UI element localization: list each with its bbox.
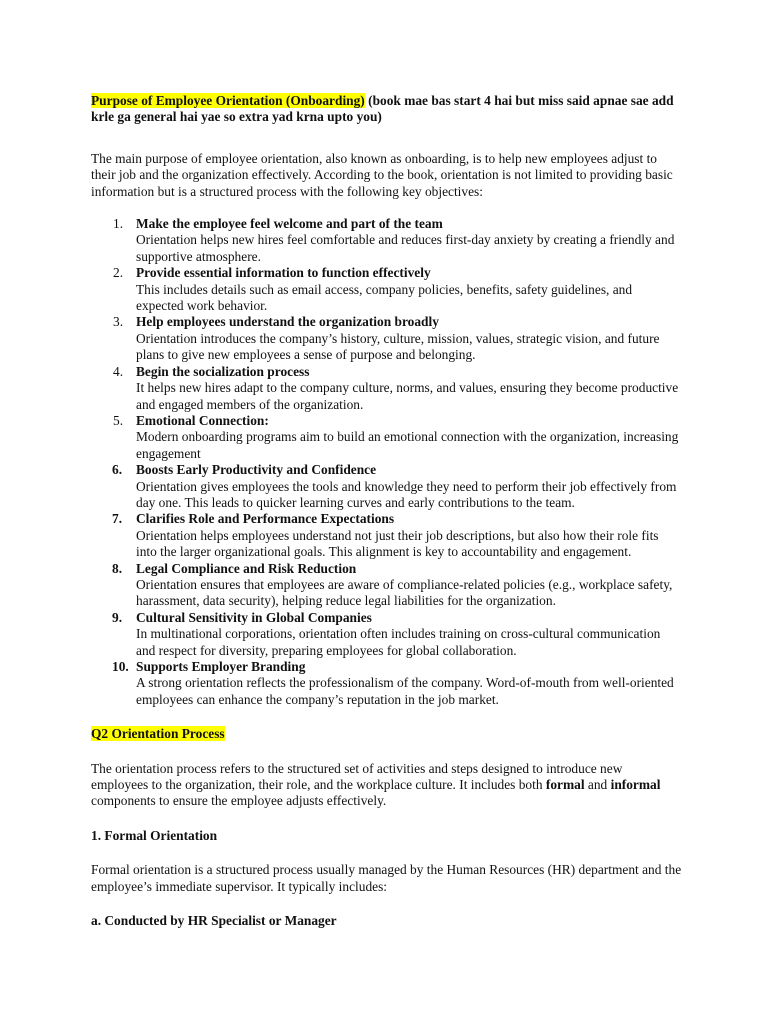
item-description: In multinational corporations, orientation often includes training on cross-cultural communication and respect for diversity, preparing employees for global collaboration.	[136, 626, 661, 658]
q2-formal-term: formal	[545, 777, 585, 793]
q2-heading	[91, 726, 682, 742]
list-item	[91, 314, 682, 363]
item-title: Clarifies Role and Performance Expectations	[136, 511, 395, 527]
item-description: Orientation helps new hires feel comfortable and reduces first-day anxiety by creating a friendly and supportive atmosphere.	[136, 232, 675, 264]
item-description: This includes details such as email access, company policies, benefits, safety guidelines, and expected work behavior.	[136, 281, 633, 314]
heading-highlighted: Purpose of Employee Orientation (Onboarding)	[91, 93, 365, 108]
list-item	[91, 462, 682, 511]
item-description: Orientation gives employees the tools and knowledge they need to perform their job effectively from day one. This leads to quicker learning curves and early contributions to the team.	[136, 478, 677, 510]
item-title: Begin the socialization process	[136, 363, 310, 379]
item-number: 3.	[113, 314, 124, 330]
heading-note: (book mae bas start 4 hai but miss said apnae sae add krle ga general hai yae so extra yad krna upto you)	[91, 93, 674, 125]
main-heading	[91, 93, 682, 126]
item-number: 4.	[113, 363, 124, 379]
q2-heading-text: Q2 Orientation Process	[91, 726, 225, 742]
objectives-list	[91, 216, 682, 708]
item-description: Orientation ensures that employees are aware of compliance-related policies (e.g., workplace safety, harassment, data security), helping reduce legal liabilities for the organization.	[136, 576, 673, 609]
item-title: Cultural Sensitivity in Global Companies	[136, 609, 372, 625]
list-item	[91, 561, 682, 610]
item-number: 9.	[112, 609, 123, 625]
item-description: Orientation introduces the company’s history, culture, mission, values, strategic vision, and future plans to give new employees a sense of purpose and belonging.	[136, 330, 660, 363]
list-item	[91, 216, 682, 265]
list-item	[91, 659, 682, 708]
item-number: 1.	[113, 216, 124, 232]
item-title: Legal Compliance and Risk Reduction	[136, 560, 357, 576]
list-item	[91, 511, 682, 560]
q2-para-end: components to ensure the employee adjusts effectively.	[91, 793, 387, 809]
formal-subheading: a. Conducted by HR Specialist or Manager	[91, 913, 337, 929]
item-number: 2.	[113, 265, 124, 281]
item-description: Modern onboarding programs aim to build an emotional connection with the organization, increasing engagement	[136, 429, 679, 461]
item-number: 5.	[113, 412, 124, 428]
intro-paragraph: The main purpose of employee orientation, also known as onboarding, is to help new employees adjust to their job and the organization effectively. According to the book, orientation is not limited to providing basic information but is a structured process with the following key objectives:	[91, 150, 673, 199]
item-title: Boosts Early Productivity and Confidence	[136, 462, 377, 478]
item-title: Emotional Connection:	[136, 412, 269, 428]
item-number: 7.	[112, 511, 123, 527]
q2-para-start: The orientation process refers to the structured set of activities and steps designed to introduce new employees to the organization, their role, and the workplace culture. It includes both	[91, 760, 623, 793]
list-item	[91, 413, 682, 462]
item-title: Provide essential information to function effectively	[136, 265, 431, 281]
item-title: Make the employee feel welcome and part of the team	[136, 216, 443, 232]
list-item	[91, 265, 682, 314]
item-description: A strong orientation reflects the professionalism of the company. Word-of-mouth from well-oriented employees can enhance the company’s reputation in the job market.	[136, 675, 674, 707]
formal-orientation-paragraph: Formal orientation is a structured process usually managed by the Human Resources (HR) department and the employee’s immediate supervisor. It typically includes:	[91, 862, 682, 894]
q2-paragraph	[91, 761, 682, 810]
formal-orientation-heading: 1. Formal Orientation	[91, 827, 218, 843]
list-item	[91, 610, 682, 659]
list-item	[91, 364, 682, 413]
item-description: Orientation helps employees understand not just their job descriptions, but also how their role fits into the larger organizational goals. This alignment is key to accountability and engagement.	[136, 527, 659, 560]
q2-and: and	[584, 777, 611, 793]
item-number: 10.	[112, 659, 129, 674]
item-title: Supports Employer Branding	[136, 659, 306, 674]
item-number: 8.	[112, 560, 123, 576]
item-number: 6.	[112, 462, 123, 478]
item-title: Help employees understand the organization broadly	[136, 314, 439, 330]
item-description: It helps new hires adapt to the company culture, norms, and values, ensuring they become productive and engaged members of the organization.	[136, 380, 679, 412]
q2-informal-term: informal	[610, 777, 661, 793]
